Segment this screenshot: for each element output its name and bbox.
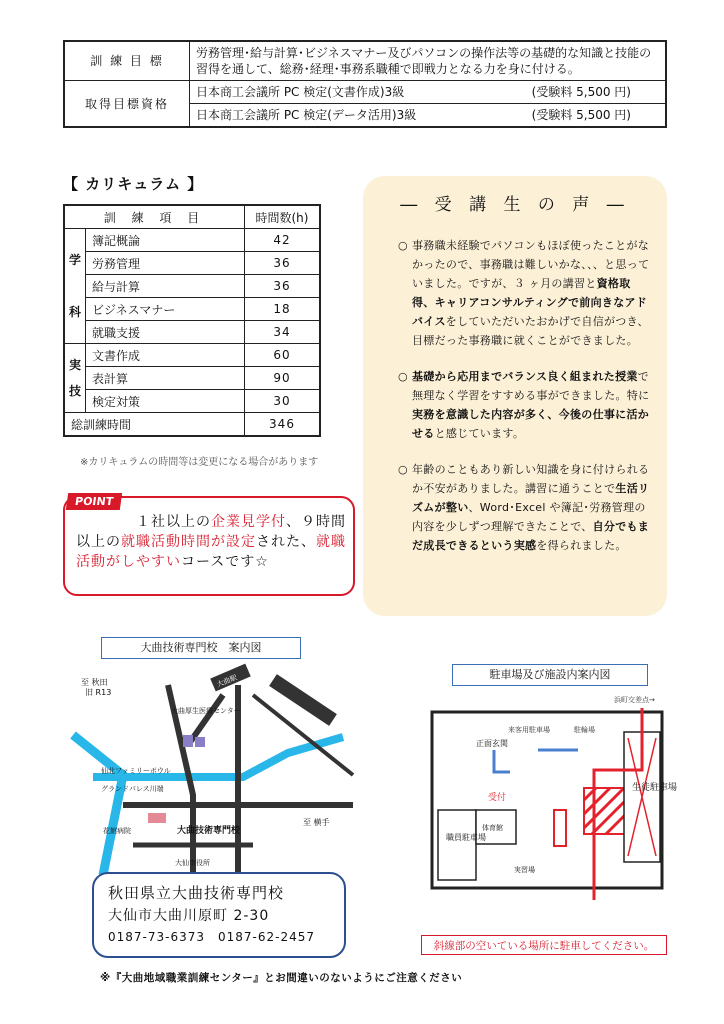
voices-title: ― 受 講 生 の 声 ― (400, 195, 630, 215)
label-visitor: 来客用駐車場 (508, 726, 550, 734)
label-hospital: 大曲厚生医療センター (171, 707, 241, 715)
point-tag: POINT (66, 493, 123, 510)
voice-bold: 実務を意識した内容が多く、今後の仕事に活かせる (412, 408, 650, 440)
curriculum-title: 【 カリキュラム 】 (63, 175, 204, 193)
circle-bullet-icon: ○ (398, 463, 408, 476)
goals-table (63, 40, 667, 128)
voice-item (398, 236, 652, 350)
goal-label: 訓 練 目 標 (64, 41, 190, 81)
voice-bold: 資格取得、キャリアコンサルティングで前向きなアドバイス (412, 277, 648, 328)
circle-bullet-icon: ○ (398, 370, 408, 383)
label-old-r13: 旧 R13 (85, 688, 112, 697)
curriculum-hours: 42 (245, 229, 321, 252)
label-student: 生徒駐車場 (632, 783, 678, 793)
category-practice: 実 技 (64, 344, 86, 413)
qual-fee: (受験料 5,500 円) (531, 108, 631, 122)
label-school: 大曲技術専門校 (177, 826, 241, 836)
curriculum-hours: 90 (245, 367, 321, 390)
curriculum-item: 検定対策 (86, 390, 245, 413)
label-reception: 受付 (488, 793, 507, 803)
curriculum-hours: 30 (245, 390, 321, 413)
label-city: 大仙市役所 (175, 859, 210, 867)
curriculum-item: 表計算 (86, 367, 245, 390)
qual-fee: (受験料 5,500 円) (531, 85, 631, 99)
hospital-marker (195, 737, 205, 747)
parking-map (414, 690, 678, 930)
curriculum-note: ※カリキュラムの時間等は変更になる場合があります (80, 457, 319, 468)
address-name: 秋田県立大曲技術専門校 (108, 884, 285, 902)
voice-bold: 基礎から応用までバランス良く組まれた授業 (412, 370, 638, 383)
address-tel: 0187-73-6373 0187-62-2457 (108, 930, 316, 944)
voice-text: 事務職未経験でパソコンもほぼ使ったことがなかったので、事務職は難しいかな、、、と思っていました。ですが、３ ヶ月の講習と (412, 239, 650, 290)
label-to-akita: 至 秋田 (81, 678, 108, 687)
curriculum-item: 給与計算 (86, 275, 245, 298)
point-text-part: 、９時間以上の (76, 514, 346, 550)
curriculum-hours: 34 (245, 321, 321, 344)
point-highlight: 就職活動時間が設定 (121, 534, 256, 550)
map-label: 大曲技術専門校 案内図 (101, 637, 301, 659)
hatched-area-small (554, 810, 566, 846)
river-omono (73, 735, 123, 875)
label-omagari-st: 大曲駅 (215, 673, 239, 689)
voice-text: 年齢のこともあり新しい知識を身に付けられるか不安がありました。講習に通うことで (412, 463, 650, 495)
col-item-header: 訓 練 項 目 (64, 205, 245, 229)
qual-label: 取得目標資格 (64, 81, 190, 128)
curriculum-item: 就職支援 (86, 321, 245, 344)
voices-list (398, 236, 652, 572)
voice-item (398, 367, 652, 443)
reception-arrow (494, 750, 510, 772)
hospital-marker (183, 735, 193, 747)
label-crossing: 浜町交差点→ (614, 696, 655, 704)
qual-row-1 (190, 81, 667, 104)
parking-label: 駐車場及び施設内案内図 (452, 664, 648, 686)
voice-text: を得られました。 (536, 539, 627, 552)
label-practice: 実習場 (514, 866, 535, 874)
road (188, 695, 223, 745)
staff-parking-building (438, 810, 476, 880)
voice-bold: 生活リズムが整い (412, 482, 650, 514)
voice-text: で無理なく学習をすすめる事ができました。特に (412, 370, 650, 402)
curriculum-hours: 36 (245, 275, 321, 298)
label-entrance: 正面玄関 (476, 739, 508, 748)
col-hours-header: 時間数(h) (245, 205, 321, 229)
parking-note: 斜線部の空いている場所に駐車してください。 (421, 935, 667, 955)
point-text (76, 512, 346, 572)
voice-text: をしていただいたおかげで自信がつき、目標だった事務職に就くことができました。 (412, 315, 649, 347)
goal-text: 労務管理･給与計算･ビジネスマナー及びパソコンの操作法等の基礎的な知識と技能の習得を通して、総務･経理･事務系職種で即戦力となる力を身に付ける。 (190, 41, 667, 81)
school-marker (148, 813, 166, 823)
voice-item (398, 460, 652, 555)
total-hours: 346 (245, 413, 321, 437)
voice-text: 、Word･Excel や簿記･労務管理の内容を少しずつ理解できたことで、 (412, 501, 646, 533)
curriculum-hours: 60 (245, 344, 321, 367)
label-gym: 体育館 (482, 824, 503, 832)
curriculum-item: 文書作成 (86, 344, 245, 367)
circle-bullet-icon: ○ (398, 239, 408, 252)
curriculum-table (63, 204, 321, 437)
total-label: 総訓練時間 (64, 413, 245, 437)
label-bicycle: 駐輪場 (574, 726, 595, 734)
curriculum-item: 簿記概論 (86, 229, 245, 252)
point-highlight: 企業見学付 (211, 514, 286, 530)
category-lecture: 学 科 (64, 229, 86, 344)
point-text-part: コースです☆ (181, 554, 269, 570)
label-senboku: 仙北ファミリーボウル (101, 767, 171, 775)
point-highlight: 就職活動がしやすい (76, 534, 346, 570)
address-line: 大仙市大曲川原町 2-30 (108, 908, 270, 924)
curriculum-item: ビジネスマナー (86, 298, 245, 321)
curriculum-item: 労務管理 (86, 252, 245, 275)
access-map (63, 665, 353, 875)
label-grand: グランドパレス川端 (101, 785, 164, 793)
point-text-part: された、 (256, 534, 316, 550)
point-text-part: １社以上の (136, 514, 211, 530)
voice-text: と感じています。 (434, 427, 525, 440)
voice-bold: 自分でもまだ成長できるという実感 (412, 520, 650, 552)
label-staff: 職員駐車場 (446, 833, 486, 842)
bottom-note: ※『大曲地域職業訓練センター』とお間違いのないようにご注意ください (100, 972, 463, 984)
curriculum-hours: 18 (245, 298, 321, 321)
label-hanadate: 花館病院 (103, 827, 131, 835)
qual-row-2 (190, 104, 667, 128)
label-bypass: R13バイパス (284, 704, 325, 735)
qual-name: 日本商工会議所 PC 検定(文書作成)3級 (196, 85, 405, 99)
label-to-yokote: 至 横手 (303, 818, 330, 827)
curriculum-hours: 36 (245, 252, 321, 275)
qual-name: 日本商工会議所 PC 検定(データ活用)3級 (196, 108, 417, 122)
